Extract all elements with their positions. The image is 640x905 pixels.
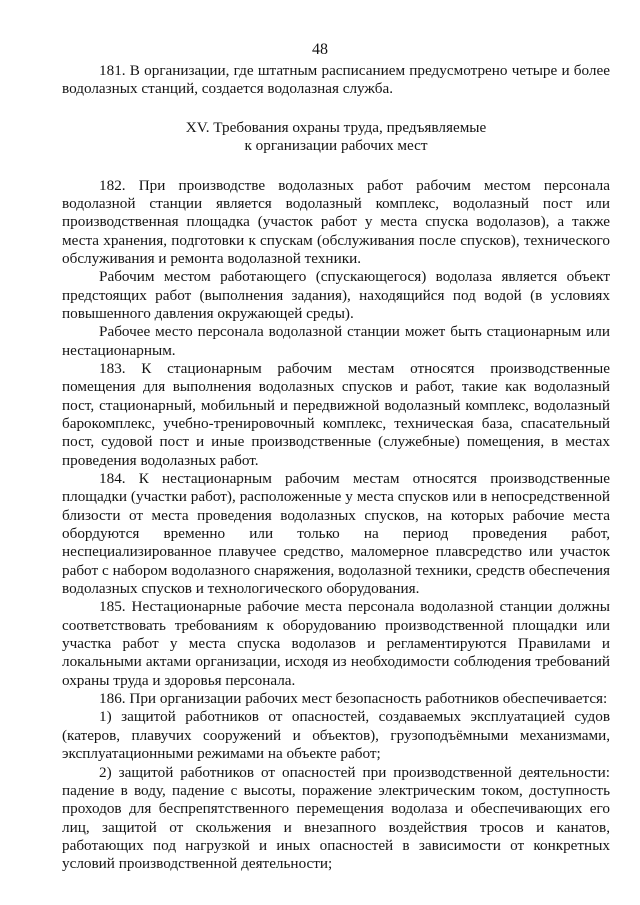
document-body (62, 62, 610, 874)
section-title-line-1: XV. Требования охраны труда, предъявляемые (185, 118, 487, 136)
paragraph-182-workplace-diver: Рабочим местом работающего (спускающегося) водолаза является объект предстоящих работ (выполнения задания), находящийся под водой (в условиях повышенного давления окружающей среды). (62, 268, 610, 322)
paragraph-182: 182. При производстве водолазных работ рабочим местом персонала водолазной станции является водолазный комплекс, водолазный пост или производственная площадка (участок работ у места спуска водолазов), а также места хранения, подготовки к спускам (обслуживания после спусков), технического обслуживания и ремонта водолазной техники. (62, 176, 610, 267)
paragraph-186: 186. При организации рабочих мест безопасность работников обеспечивается: (99, 690, 608, 708)
page-number: 48 (312, 41, 328, 58)
paragraph-182-workplace-type: Рабочее место персонала водолазной станции может быть стационарным или нестационарным. (62, 323, 610, 359)
list-item-1: 1) защитой работников от опасностей, создаваемых эксплуатацией судов (катеров, плавучих сооружений и объектов), грузоподъёмными механизмами, эксплуатационными режимами на объекте работ; (62, 708, 610, 763)
section-title-line-2: к организации рабочих мест (244, 137, 428, 155)
paragraph-184: 184. К нестационарным рабочим местам относятся производственные площадки (участки работ), расположенные у места спусков или в непосредственной близости от места проведения водолазных спусков, на которых рабочие места обордуются временно или только на период проведения работ, неспециализированное плавучее средство, маломерное плавсредство или участок работ с набором водолазного снаряжения, водолазной техники, средств обеспечения водолазных спусков и технологического оборудования. (62, 470, 610, 598)
section-title (62, 119, 610, 156)
paragraph-183: 183. К стационарным рабочим местам относятся производственные помещения для выполнения водолазных спусков и работ, такие как водолазный пост, стационарный, мобильный и передвижной водолазный комплекс, водолазный барокомплекс, учебно-тренировочный комплекс, техническая база, спасательный пост, судовой пост и иные производственные (служебные) помещения, в местах проведения водолазных работ. (62, 359, 610, 469)
list-item-2: 2) защитой работников от опасностей при производственной деятельности: падение в воду, падение с высоты, поражение электрическим током, доступность проходов для беспрепятственного перемещения водолаза и обеспечивающих его лиц, защитой от скольжения и внезапного воздействия тросов и канатов, работающих под нагрузкой и иных опасностей в зависимости от конкретных условий производственной деятельности; (62, 763, 610, 873)
paragraph-181: 181. В организации, где штатным расписанием предусмотрено четыре и более водолазных станций, создается водолазная служба. (62, 62, 610, 98)
paragraph-185: 185. Нестационарные рабочие места персонала водолазной станции должны соответствовать требованиям к оборудованию производственной площадки или участка работ у места спуска водолазов и регламентируются Правилами и локальными актами организации, исходя из необходимости соблюдения требований охраны труда и здоровья персонала. (62, 598, 610, 689)
